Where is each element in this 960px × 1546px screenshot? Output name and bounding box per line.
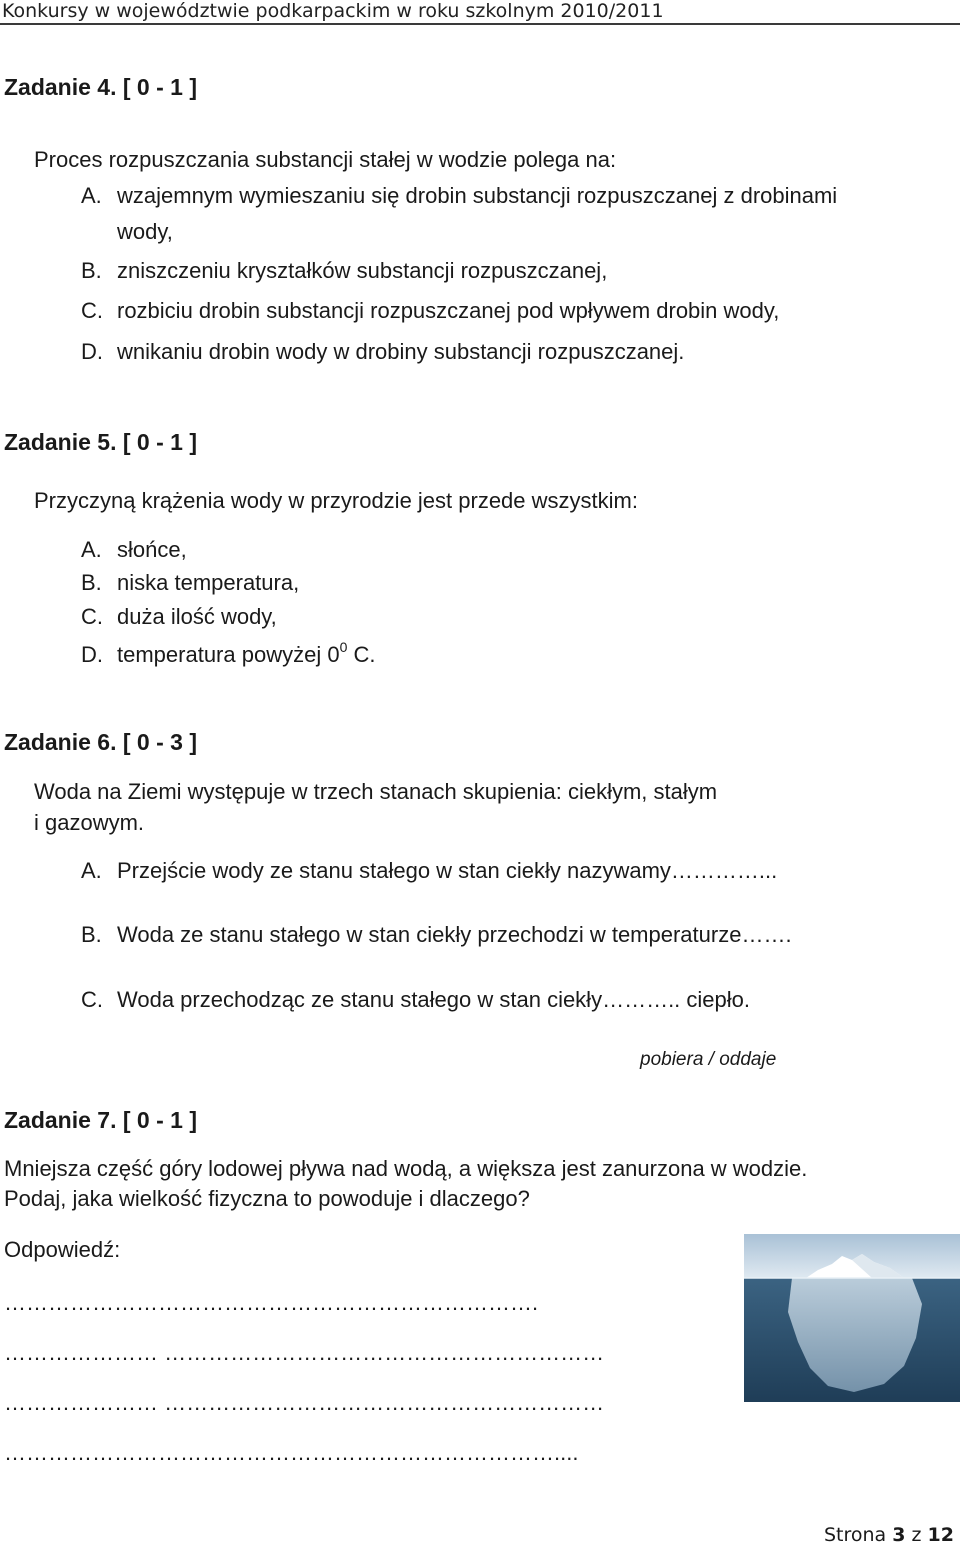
- task6-title: Zadanie 6. [ 0 - 3 ]: [4, 729, 197, 755]
- item-text: Woda przechodząc ze stanu stałego w stan ciekły……….. ciepło.: [117, 987, 751, 1012]
- item-letter: B.: [81, 922, 102, 947]
- answer-line-4[interactable]: …………………………………………………………………....: [4, 1440, 579, 1465]
- option-text-suffix: C.: [347, 642, 376, 667]
- item-text: Przejście wody ze stanu stałego w stan ciekły nazywamy…………...: [117, 858, 778, 883]
- task6-item-b: [81, 922, 792, 948]
- page-prefix: Strona: [823, 1524, 893, 1546]
- degree-superscript: 0: [339, 639, 348, 655]
- answer-line-2[interactable]: ………………… ……………………………………………………: [4, 1340, 605, 1365]
- task5-question: Przyczyną krążenia wody w przyrodzie jest przede wszystkim:: [34, 488, 638, 513]
- task4-option-c: [81, 298, 779, 324]
- header-divider: [0, 23, 960, 25]
- current-page: 3: [892, 1524, 906, 1546]
- task5-title: Zadanie 5. [ 0 - 1 ]: [4, 429, 197, 455]
- task6-item-c: [81, 987, 750, 1013]
- option-letter: D.: [81, 642, 103, 667]
- task6-intro-line1: Woda na Ziemi występuje w trzech stanach skupienia: ciekłym, stałym: [34, 779, 718, 804]
- task4-option-a: [81, 183, 837, 209]
- task5-option-a: [81, 537, 187, 563]
- option-text: wzajemnym wymieszaniu się drobin substancji rozpuszczanej z drobinami: [117, 183, 838, 208]
- task4-question: Proces rozpuszczania substancji stałej w wodzie polega na:: [34, 147, 617, 172]
- task5-option-c: [81, 604, 277, 630]
- option-letter: B.: [81, 258, 102, 283]
- task4-title: Zadanie 4. [ 0 - 1 ]: [4, 74, 197, 100]
- task6-item-a: [81, 858, 777, 884]
- answer-line-3[interactable]: ………………… ……………………………………………………: [4, 1390, 605, 1415]
- task4-option-b: [81, 258, 607, 284]
- option-text: niska temperatura,: [117, 570, 300, 595]
- option-letter: C.: [81, 298, 103, 323]
- answer-label: Odpowiedź:: [4, 1237, 121, 1262]
- option-text: temperatura powyżej 0: [117, 642, 340, 667]
- page-header: Konkursy w województwie podkarpackim w roku szkolnym 2010/2011: [2, 0, 664, 22]
- option-text: zniszczeniu kryształków substancji rozpuszczanej,: [117, 258, 608, 283]
- task5-option-b: [81, 570, 299, 596]
- option-text: wnikaniu drobin wody w drobiny substancji rozpuszczanej.: [117, 339, 685, 364]
- task7-line2: Podaj, jaka wielkość fizyczna to powoduje i dlaczego?: [4, 1186, 530, 1211]
- option-text: słońce,: [117, 537, 187, 562]
- task5-option-d: [81, 639, 375, 668]
- option-letter: B.: [81, 570, 102, 595]
- option-text: duża ilość wody,: [117, 604, 277, 629]
- task6-intro-line2: i gazowym.: [34, 810, 145, 835]
- total-pages: 12: [927, 1524, 954, 1546]
- task4-option-d: [81, 339, 684, 365]
- task7-line1: Mniejsza część góry lodowej pływa nad wodą, a większa jest zanurzona w wodzie.: [4, 1156, 808, 1181]
- option-letter: D.: [81, 339, 103, 364]
- item-letter: C.: [81, 987, 103, 1012]
- option-letter: A.: [81, 537, 102, 562]
- option-text: rozbiciu drobin substancji rozpuszczanej pod wpływem drobin wody,: [117, 298, 780, 323]
- page-mid: z: [905, 1524, 928, 1546]
- task4-option-a-continued: wody,: [117, 219, 173, 244]
- option-letter: C.: [81, 604, 103, 629]
- task7-title: Zadanie 7. [ 0 - 1 ]: [4, 1107, 197, 1133]
- item-text: Woda ze stanu stałego w stan ciekły przechodzi w temperaturze…….: [117, 922, 792, 947]
- iceberg-illustration: [744, 1234, 960, 1402]
- item-letter: A.: [81, 858, 102, 883]
- answer-line-1[interactable]: ……………………………………………………………….: [4, 1290, 539, 1315]
- option-letter: A.: [81, 183, 102, 208]
- task6-hint: pobiera / oddaje: [640, 1049, 777, 1070]
